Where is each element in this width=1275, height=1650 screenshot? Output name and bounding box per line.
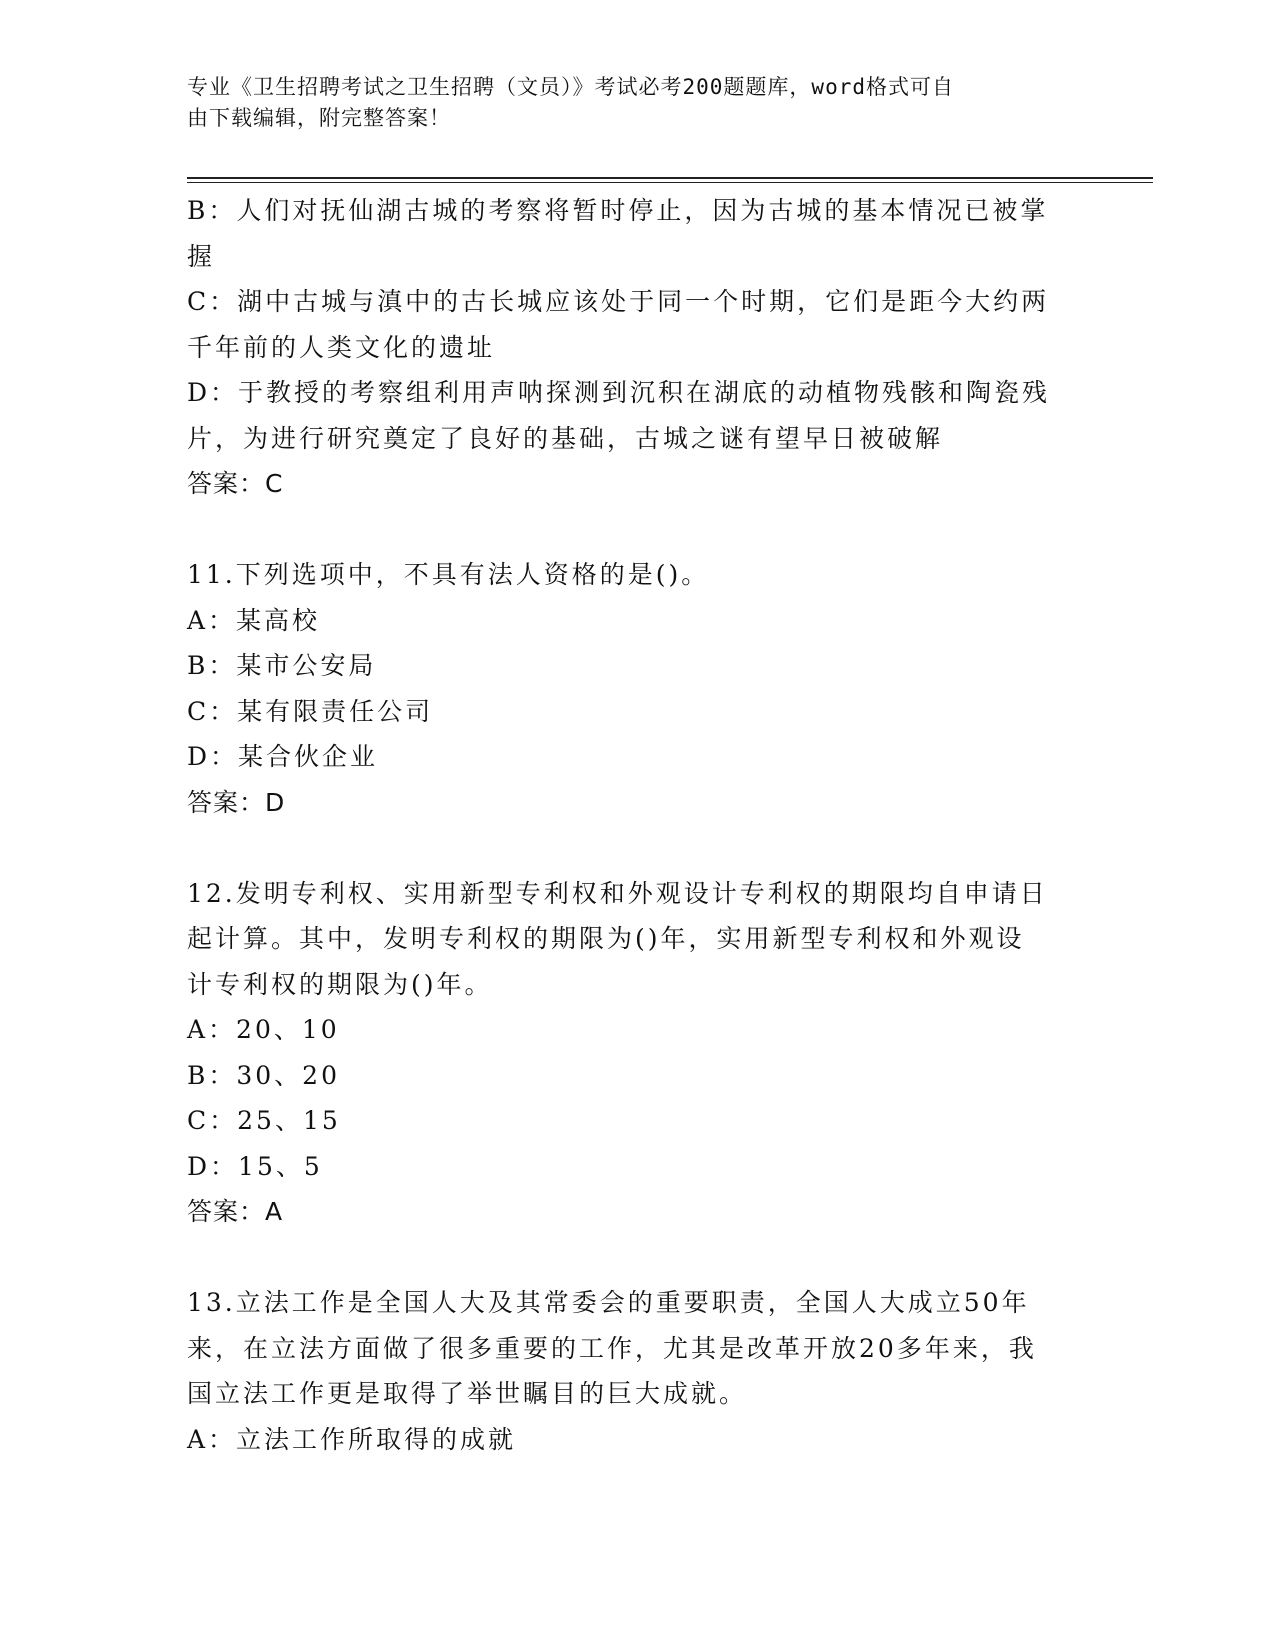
question-text-line-3: 计专利权的期限为()年。 [187, 969, 493, 999]
question-11 [187, 552, 1067, 825]
question-10 [187, 188, 1067, 507]
option-b: B：某市公安局 [187, 651, 377, 680]
option-d-line-1: D：于教授的考察组利用声呐探测到沉积在湖底的动植物残骸和陶瓷残 [187, 378, 1051, 407]
option-a: A：立法工作所取得的成就 [187, 1424, 517, 1454]
option-c-line-1: C：湖中古城与滇中的古长城应该处于同一个时期，它们是距今大约两 [187, 287, 1050, 316]
question-12 [187, 871, 1067, 1235]
header-divider-thin [187, 182, 1153, 183]
spacer [187, 507, 1067, 553]
header-divider-thick [187, 177, 1153, 179]
document-header [187, 72, 1067, 134]
header-line-2: 由下载编辑，附完整答案！ [187, 106, 451, 130]
answer-line: 答案：A [187, 1197, 284, 1226]
question-text-line-2: 来，在立法方面做了很多重要的工作，尤其是改革开放20多年来，我 [187, 1333, 1037, 1363]
spacer [187, 1235, 1067, 1281]
option-b-line-1: B：人们对抚仙湖古城的考察将暂时停止，因为古城的基本情况已被掌 [187, 196, 1049, 225]
question-text: 11.下列选项中，不具有法人资格的是()。 [187, 560, 710, 589]
option-c: C：25、15 [187, 1106, 341, 1135]
option-d: D：某合伙企业 [187, 742, 379, 771]
option-b-line-2: 握 [187, 241, 216, 271]
question-text-line-2: 起计算。其中，发明专利权的期限为()年，实用新型专利权和外观设 [187, 924, 1025, 953]
option-b: B：30、20 [187, 1060, 340, 1090]
option-c-line-2: 千年前的人类文化的遗址 [187, 332, 496, 362]
option-a: A：20、10 [187, 1015, 340, 1044]
question-text-line-1: 13.立法工作是全国人大及其常委会的重要职责，全国人大成立50年 [187, 1288, 1030, 1317]
answer-line: 答案：C [187, 469, 284, 498]
header-line-1: 专业《卫生招聘考试之卫生招聘（文员）》考试必考200题题库，word格式可自 [187, 75, 954, 99]
option-c: C：某有限责任公司 [187, 696, 434, 726]
question-13 [187, 1280, 1067, 1462]
option-a: A：某高校 [187, 605, 321, 635]
question-text-line-1: 12.发明专利权、实用新型专利权和外观设计专利权的期限均自申请日 [187, 878, 1048, 908]
spacer [187, 825, 1067, 871]
option-d: D：15、5 [187, 1151, 323, 1181]
document-body [187, 188, 1067, 1462]
option-d-line-2: 片，为进行研究奠定了良好的基础，古城之谜有望早日被破解 [187, 423, 944, 453]
answer-line: 答案：D [187, 787, 286, 817]
question-text-line-3: 国立法工作更是取得了举世瞩目的巨大成就。 [187, 1379, 748, 1408]
